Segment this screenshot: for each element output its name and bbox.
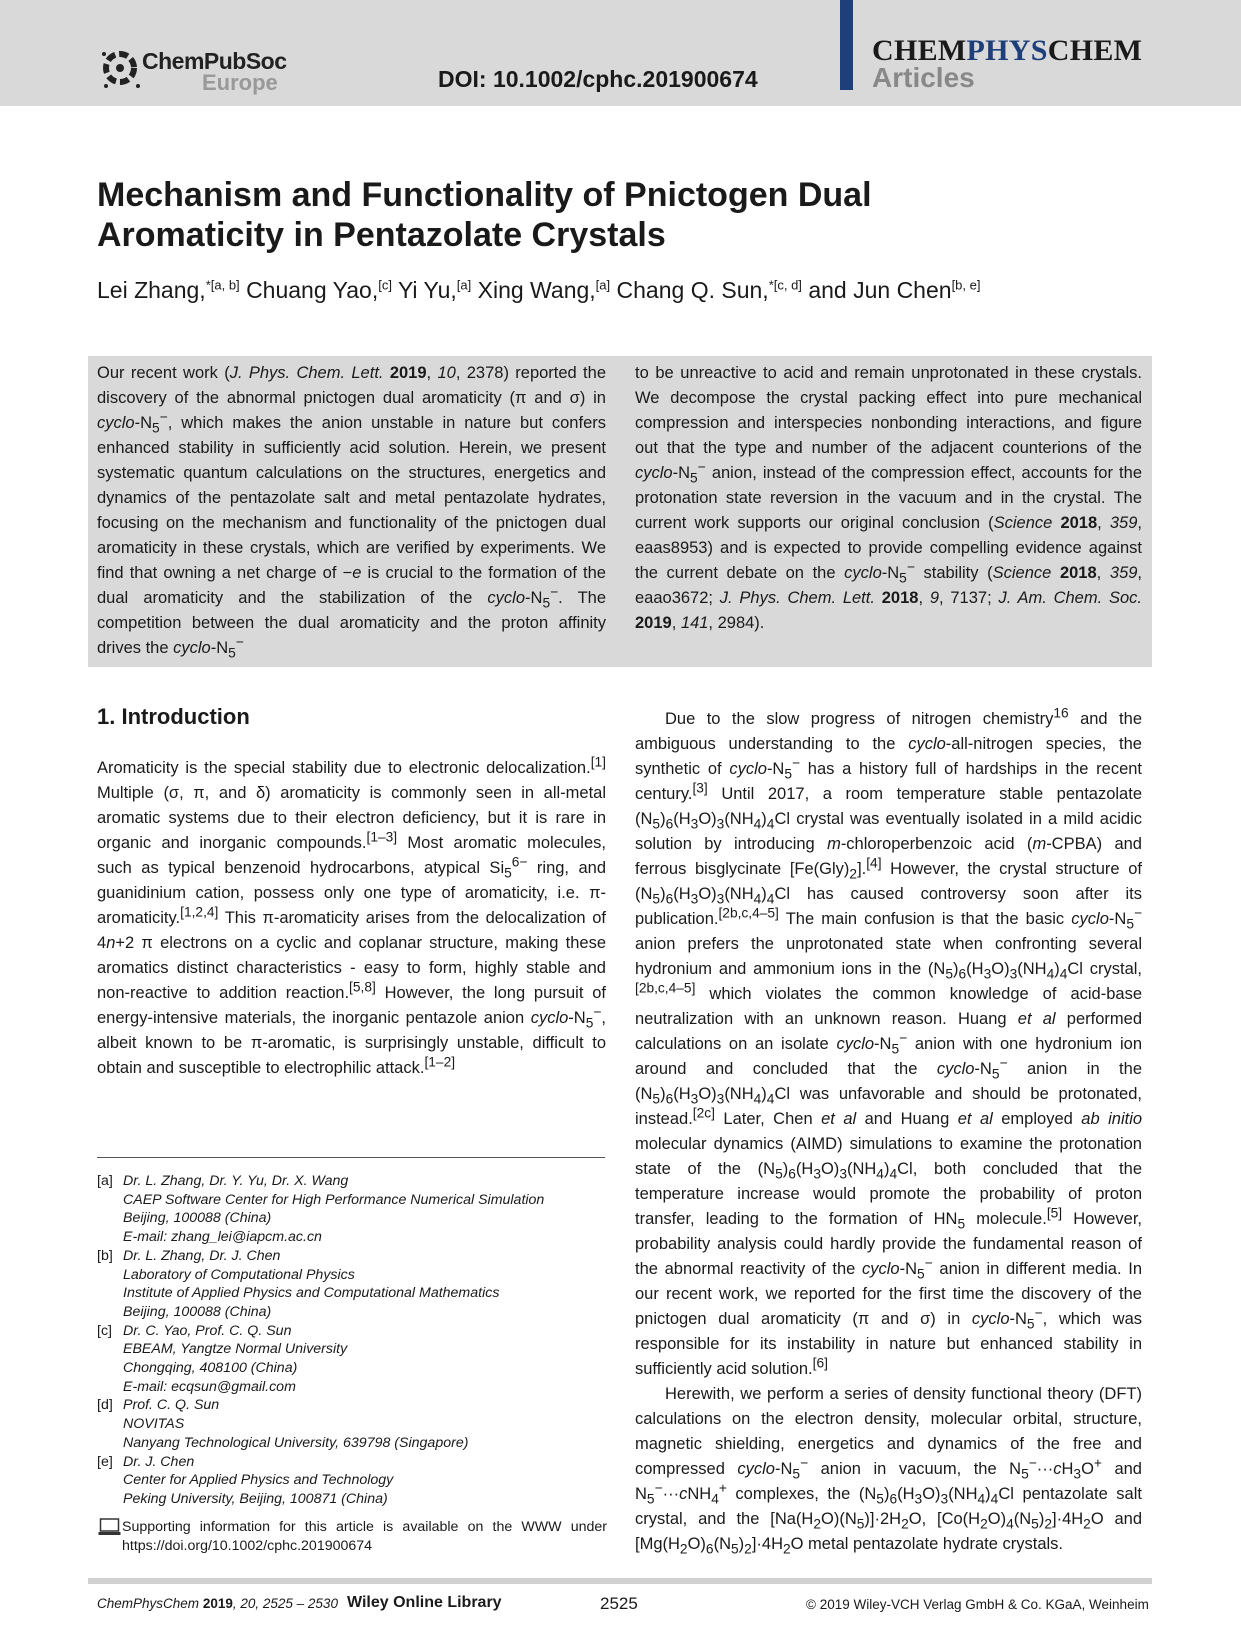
author: Yi Yu,	[397, 277, 457, 303]
journal-name: CHEMPHYSCHEM	[872, 34, 1143, 67]
article-title	[97, 175, 1097, 255]
author-mark: [a]	[595, 277, 611, 293]
affiliation-a: [a] Dr. L. Zhang, Dr. Y. Yu, Dr. X. Wang CAEP Software Center for High Performance Numerical Simulation Beijing, 100088 (China) E-mail: zhang_lei@iapcm.ac.cn	[97, 1173, 545, 1246]
footer-rule	[88, 1578, 1152, 1584]
author: Chuang Yao,	[246, 277, 379, 303]
publisher-logo-text: ChemPubSoc	[142, 48, 287, 74]
email-link[interactable]: E-mail: zhang_lei@iapcm.ac.cn	[123, 1229, 322, 1246]
affiliation-e: [e] Dr. J. Chen Center for Applied Physics and Technology Peking University, Beijing, 100871 (China)	[97, 1453, 394, 1507]
computer-icon	[97, 1518, 122, 1536]
title-line-1: Mechanism and Functionality of Pnictogen Dual	[97, 176, 872, 214]
affiliation-d: [d] Prof. C. Q. Sun NOVITAS Nanyang Technological University, 639798 (Singapore)	[97, 1397, 469, 1451]
abstract-text-right: to be unreactive to acid and remain unprotonated in these crystals. We decompose the crystal packing effect into pure mechanical compression and interspecies nonbonding interactions, and figure out that the type and number of the adjacent counterions of the cyclo-$N_5^-$ anion, instead of the compression effect, accounts for the protonation state reversion in the vacuum and in the crystal. The current work supports our original conclusion (Science 2018, 359, eaas8953) and is expected to provide compelling evidence against the current debate on the cyclo-$N_5^-$ stability (Science 2018, 359, eaao3672; J. Phys. Chem. Lett. 2018, 9, 7137; J. Am. Chem. Soc. 2019, 141, 2984).	[635, 364, 1143, 632]
title-line-2: Aromaticity in Pentazolate Crystals	[97, 216, 666, 254]
abstract-text-left: Our recent work (J. Phys. Chem. Lett. 2019, 10, 2378) reported the discovery of the abnormal pnictogen dual aromaticity (π and σ) in cyclo-$N_5^-$, which makes the anion unstable in nature but confers enhanced stability in sufficiently acid solution. Herein, we present systematic quantum calculations on the structures, energetics and dynamics of the pentazolate salt and metal pentazolate hydrates, focusing on the mechanism and functionality of the pnictogen dual aromaticity in these crystals, which are verified by experiments. We find that owning a net charge of −e is crucial to the formation of the dual aromaticity and the stabilization of the cyclo-$N_5^-$. The competition between the dual aromaticity and the proton affinity drives the cyclo-$N_5^-$	[97, 364, 606, 661]
author-mark: [c]	[378, 277, 392, 293]
supporting-info-text[interactable]: Supporting information for this article is available on the WWW under https://doi.org/10.1002/cphc.201900674	[122, 1519, 607, 1554]
author: and Jun Chen	[808, 277, 952, 303]
affiliation-b: [b] Dr. L. Zhang, Dr. J. Chen Laboratory of Computational Physics Institute of Applied Physics and Computational Mathematics Beijing, 100088 (China)	[97, 1247, 500, 1320]
journal-section: Articles	[872, 62, 975, 93]
affiliation-divider	[97, 1157, 605, 1158]
publisher-logo-subtext: Europe	[202, 70, 278, 95]
intro-text-right: Due to the slow progress of nitrogen chemistry$^{16}$ and the ambiguous understanding to the cyclo-all-nitrogen species, the synthetic of cyclo-$N_5^-$ has a history full of hardships in the recent century.[3] Until 2017, a room temperature stable pentazolate $(N_5)_6(H_3O)_3(NH_4)_4Cl$ crystal was eventually isolated in a mild acidic solution by introducing m-chloroperbenzoic acid (m-CPBA) and ferrous bisglycinate $[Fe(Gly)_2].[4]$ However, the crystal structure of $(N_5)_6(H_3O)_3(NH_4)_4Cl$ has caused controversy soon after its publication.[2b,c,4–5] The main confusion is that the basic cyclo-$N_5^-$ anion prefers the unprotonated state when confronting several hydronium and ammonium ions in the $(N_5)_6(H_3O)_3(NH_4)_4Cl$ crystal,[2b,c,4–5] which violates the common knowledge of acid-base neutralization with an unknown reason. Huang et al performed calculations on an isolate cyclo-$N_5^-$ anion with one hydronium ion around and concluded that the cyclo-$N_5^-$ anion in the $(N_5)_6(H_3O)_3(NH_4)_4Cl$ was unfavorable and should be protonated, instead.[2c] Later, Chen et al and Huang et al employed ab initio molecular dynamics (AIMD) simulations to examine the protonation state of the $(N_5)_6(H_3O)_3(NH_4)_4Cl$, both concluded that the temperature increase would promote the probability of proton transfer, leading to the formation of $HN_5$ molecule.[5] However, probability analysis could hardly provide the fundamental reason of the abnormal reactivity of the cyclo-$N_5^-$ anion in different media. In our recent work, we reported for the first time the discovery of the pnictogen dual aromaticity (π and σ) in cyclo-$N_5^-$, which was responsible for its instability in nature but enhanced stability in sufficiently acid solution.[6] Herewith, we perform a series of density functional theory (DFT) calculations on the electron density, molecular orbital, structure, magnetic shielding, energetics and dynamics of the free and compressed cyclo-$N_5^-$ anion in vacuum, the $N_5^-\cdot\cdot\cdot cH_3O^+$ and $N_5^-\cdot\cdot\cdot cNH_4^+$ complexes, the $(N_5)_6(H_3O)_3(NH_4)_4Cl$ pentazolate salt crystal, and the $[Na(H_2O)(N_5)]\cdot 2H_2O$, $[Co(H_2O)_4(N_5)_2]\cdot 4H_2O$ and $[Mg(H_2O)_6(N_5)_2]\cdot 4H_2O$ metal pentazolate hydrate crystals.	[635, 705, 1143, 1557]
author-mark: *[a, b]	[205, 277, 240, 293]
author-mark: *[c, d]	[768, 277, 802, 293]
wiley-online-library[interactable]: Wiley Online Library	[347, 1594, 502, 1611]
author: Lei Zhang,	[97, 277, 206, 303]
author-mark: [b, e]	[951, 277, 981, 293]
author-mark: [a]	[456, 277, 472, 293]
journal-accent-bar	[840, 0, 853, 90]
author: Chang Q. Sun,	[616, 277, 769, 303]
affiliations	[97, 1172, 607, 1509]
intro-text-left: Aromaticity is the special stability due to electronic delocalization.[1] Multiple (σ, π, and δ) aromaticity is commonly seen in all-metal aromatic systems due to their electron deficiency, but it is rare in organic and inorganic compounds.[1–3] Most aromatic molecules, such as typical benzenoid hydrocarbons, atypical $Si_5^{6-}$ ring, and guanidinium cation, possess only one type of aromaticity, i.e. π-aromaticity.[1,2,4] This π-aromaticity arises from the delocalization of 4n+2 π electrons on a cyclic and coplanar structure, making these aromatics distinct characteristics - easy to form, highly stable and non-reactive to addition reaction.[5,8] However, the long pursuit of energy-intensive materials, the inorganic pentazole anion cyclo-$N_5^-$, albeit known to be π-aromatic, is surprisingly unstable, difficult to obtain and susceptible to electrophilic attack.[1–2]	[97, 754, 606, 1077]
author-list	[97, 277, 980, 304]
footer-citation: ChemPhysChem 2019, 20, 2525 – 2530	[97, 1596, 338, 1611]
section-heading: 1. Introduction	[97, 704, 250, 729]
copyright: © 2019 Wiley-VCH Verlag GmbH & Co. KGaA, Weinheim	[806, 1597, 1149, 1612]
doi[interactable]: DOI: 10.1002/cphc.201900674	[438, 66, 758, 92]
page-number: 2525	[600, 1594, 638, 1613]
affiliation-c: [c] Dr. C. Yao, Prof. C. Q. Sun EBEAM, Yangtze Normal University Chongqing, 408100 (China) E-mail: ecqsun@gmail.com	[97, 1322, 348, 1395]
supporting-info	[97, 1518, 607, 1555]
author: Xing Wang,	[477, 277, 596, 303]
email-link[interactable]: E-mail: ecqsun@gmail.com	[123, 1378, 296, 1395]
